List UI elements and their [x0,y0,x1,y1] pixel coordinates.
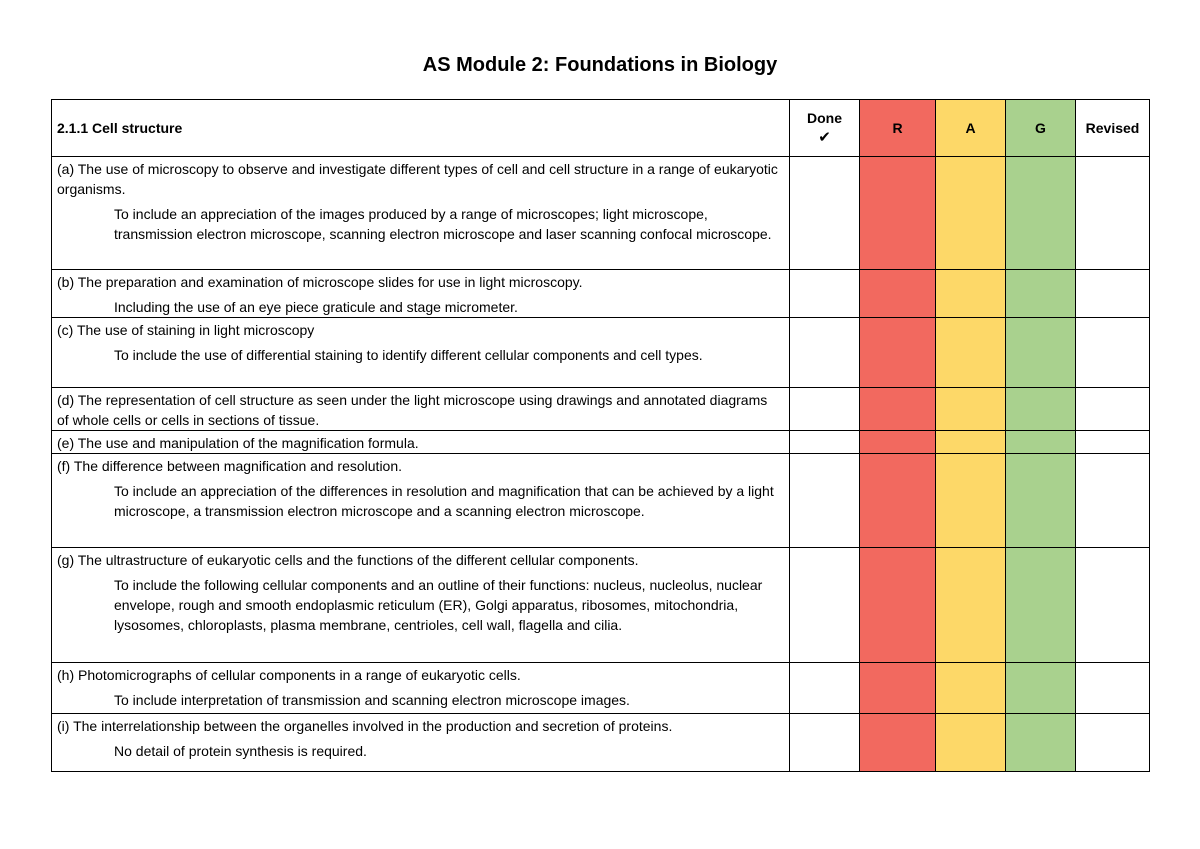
red-rating-cell[interactable] [860,388,936,431]
revised-cell[interactable] [1076,431,1150,454]
objective-description [52,388,790,431]
objective-note: No detail of protein synthesis is required. [114,743,367,759]
revised-cell[interactable] [1076,318,1150,388]
objective-note: To include the use of differential staining to identify different cellular components and cell types. [114,347,703,363]
green-rating-cell[interactable] [1006,714,1076,772]
table-row [52,454,1150,548]
table-row [52,388,1150,431]
amber-rating-cell[interactable] [936,454,1006,548]
done-cell[interactable] [790,318,860,388]
amber-rating-cell[interactable] [936,431,1006,454]
red-rating-cell[interactable] [860,663,936,714]
done-cell[interactable] [790,663,860,714]
table-row [52,270,1150,318]
done-cell[interactable] [790,714,860,772]
amber-rating-cell[interactable] [936,270,1006,318]
revised-cell[interactable] [1076,454,1150,548]
objective-text: (i) The interrelationship between the organelles involved in the production and secretion of proteins. [57,718,673,734]
page-title: AS Module 2: Foundations in Biology [422,54,778,76]
revised-cell[interactable] [1076,388,1150,431]
green-rating-cell[interactable] [1006,548,1076,663]
objective-description [52,270,790,318]
objective-text: (e) The use and manipulation of the magnification formula. [57,435,419,451]
green-rating-cell[interactable] [1006,663,1076,714]
amber-rating-cell[interactable] [936,157,1006,270]
objective-description [52,431,790,454]
objective-description [52,157,790,270]
red-rating-cell[interactable] [860,270,936,318]
green-rating-cell[interactable] [1006,157,1076,270]
objective-description [52,714,790,772]
amber-header: A [936,100,1006,157]
table-row [52,431,1150,454]
green-rating-cell[interactable] [1006,388,1076,431]
amber-rating-cell[interactable] [936,388,1006,431]
objective-description [52,454,790,548]
red-rating-cell[interactable] [860,157,936,270]
amber-rating-cell[interactable] [936,548,1006,663]
revised-cell[interactable] [1076,157,1150,270]
done-cell[interactable] [790,431,860,454]
red-rating-cell[interactable] [860,454,936,548]
done-cell[interactable] [790,157,860,270]
objective-note: To include the following cellular components and an outline of their functions: nucleus, nucleolus, nuclear envelope, rough and smooth endoplasmic reticulum (ER), Golgi apparatus, ribosomes, mitochondria, lysosomes, chloroplasts, plasma membrane, centrioles, cell wall, flagella and cilia. [114,577,763,633]
done-header [790,100,860,157]
topic-header: 2.1.1 Cell structure [52,100,790,157]
table-row [52,548,1150,663]
green-rating-cell[interactable] [1006,454,1076,548]
green-rating-cell[interactable] [1006,270,1076,318]
red-rating-cell[interactable] [860,714,936,772]
revised-cell[interactable] [1076,548,1150,663]
done-cell[interactable] [790,270,860,318]
objective-text: (b) The preparation and examination of microscope slides for use in light microscopy. [57,274,583,290]
objective-description [52,318,790,388]
red-header: R [860,100,936,157]
objective-note: Including the use of an eye piece graticule and stage micrometer. [114,299,518,315]
done-cell[interactable] [790,388,860,431]
objective-text: (g) The ultrastructure of eukaryotic cells and the functions of the different cellular components. [57,552,639,568]
check-mark-icon: ✔ [818,128,831,146]
table-row [52,714,1150,772]
amber-rating-cell[interactable] [936,714,1006,772]
revised-cell[interactable] [1076,714,1150,772]
green-rating-cell[interactable] [1006,318,1076,388]
amber-rating-cell[interactable] [936,663,1006,714]
red-rating-cell[interactable] [860,318,936,388]
objective-text: (a) The use of microscopy to observe and investigate different types of cell and cell structure in a range of eukaryotic organisms. [57,161,778,197]
done-cell[interactable] [790,548,860,663]
amber-rating-cell[interactable] [936,318,1006,388]
objective-text: (c) The use of staining in light microscopy [57,322,315,338]
objective-note: To include an appreciation of the differences in resolution and magnification that can be achieved by a light microscope, a transmission electron microscope and a scanning electron microscope. [114,483,774,519]
objective-text: (d) The representation of cell structure as seen under the light microscope using drawings and annotated diagrams of whole cells or cells in sections of tissue. [57,392,768,428]
objective-description [52,663,790,714]
table-row [52,157,1150,270]
objective-note: To include interpretation of transmission and scanning electron microscope images. [114,692,630,708]
green-header: G [1006,100,1076,157]
done-label: Done [807,110,842,126]
revised-cell[interactable] [1076,663,1150,714]
table-row [52,318,1150,388]
table-header-row [52,100,1150,157]
objective-note: To include an appreciation of the images produced by a range of microscopes; light microscope, transmission electron microscope, scanning electron microscope and laser scanning confocal microscope. [114,206,772,242]
specification-checklist-table [51,99,1150,772]
red-rating-cell[interactable] [860,431,936,454]
revised-cell[interactable] [1076,270,1150,318]
done-cell[interactable] [790,454,860,548]
objective-text: (h) Photomicrographs of cellular components in a range of eukaryotic cells. [57,667,521,683]
table-row [52,663,1150,714]
objective-description [52,548,790,663]
green-rating-cell[interactable] [1006,431,1076,454]
red-rating-cell[interactable] [860,548,936,663]
revised-header: Revised [1076,100,1150,157]
objective-text: (f) The difference between magnification and resolution. [57,458,403,474]
